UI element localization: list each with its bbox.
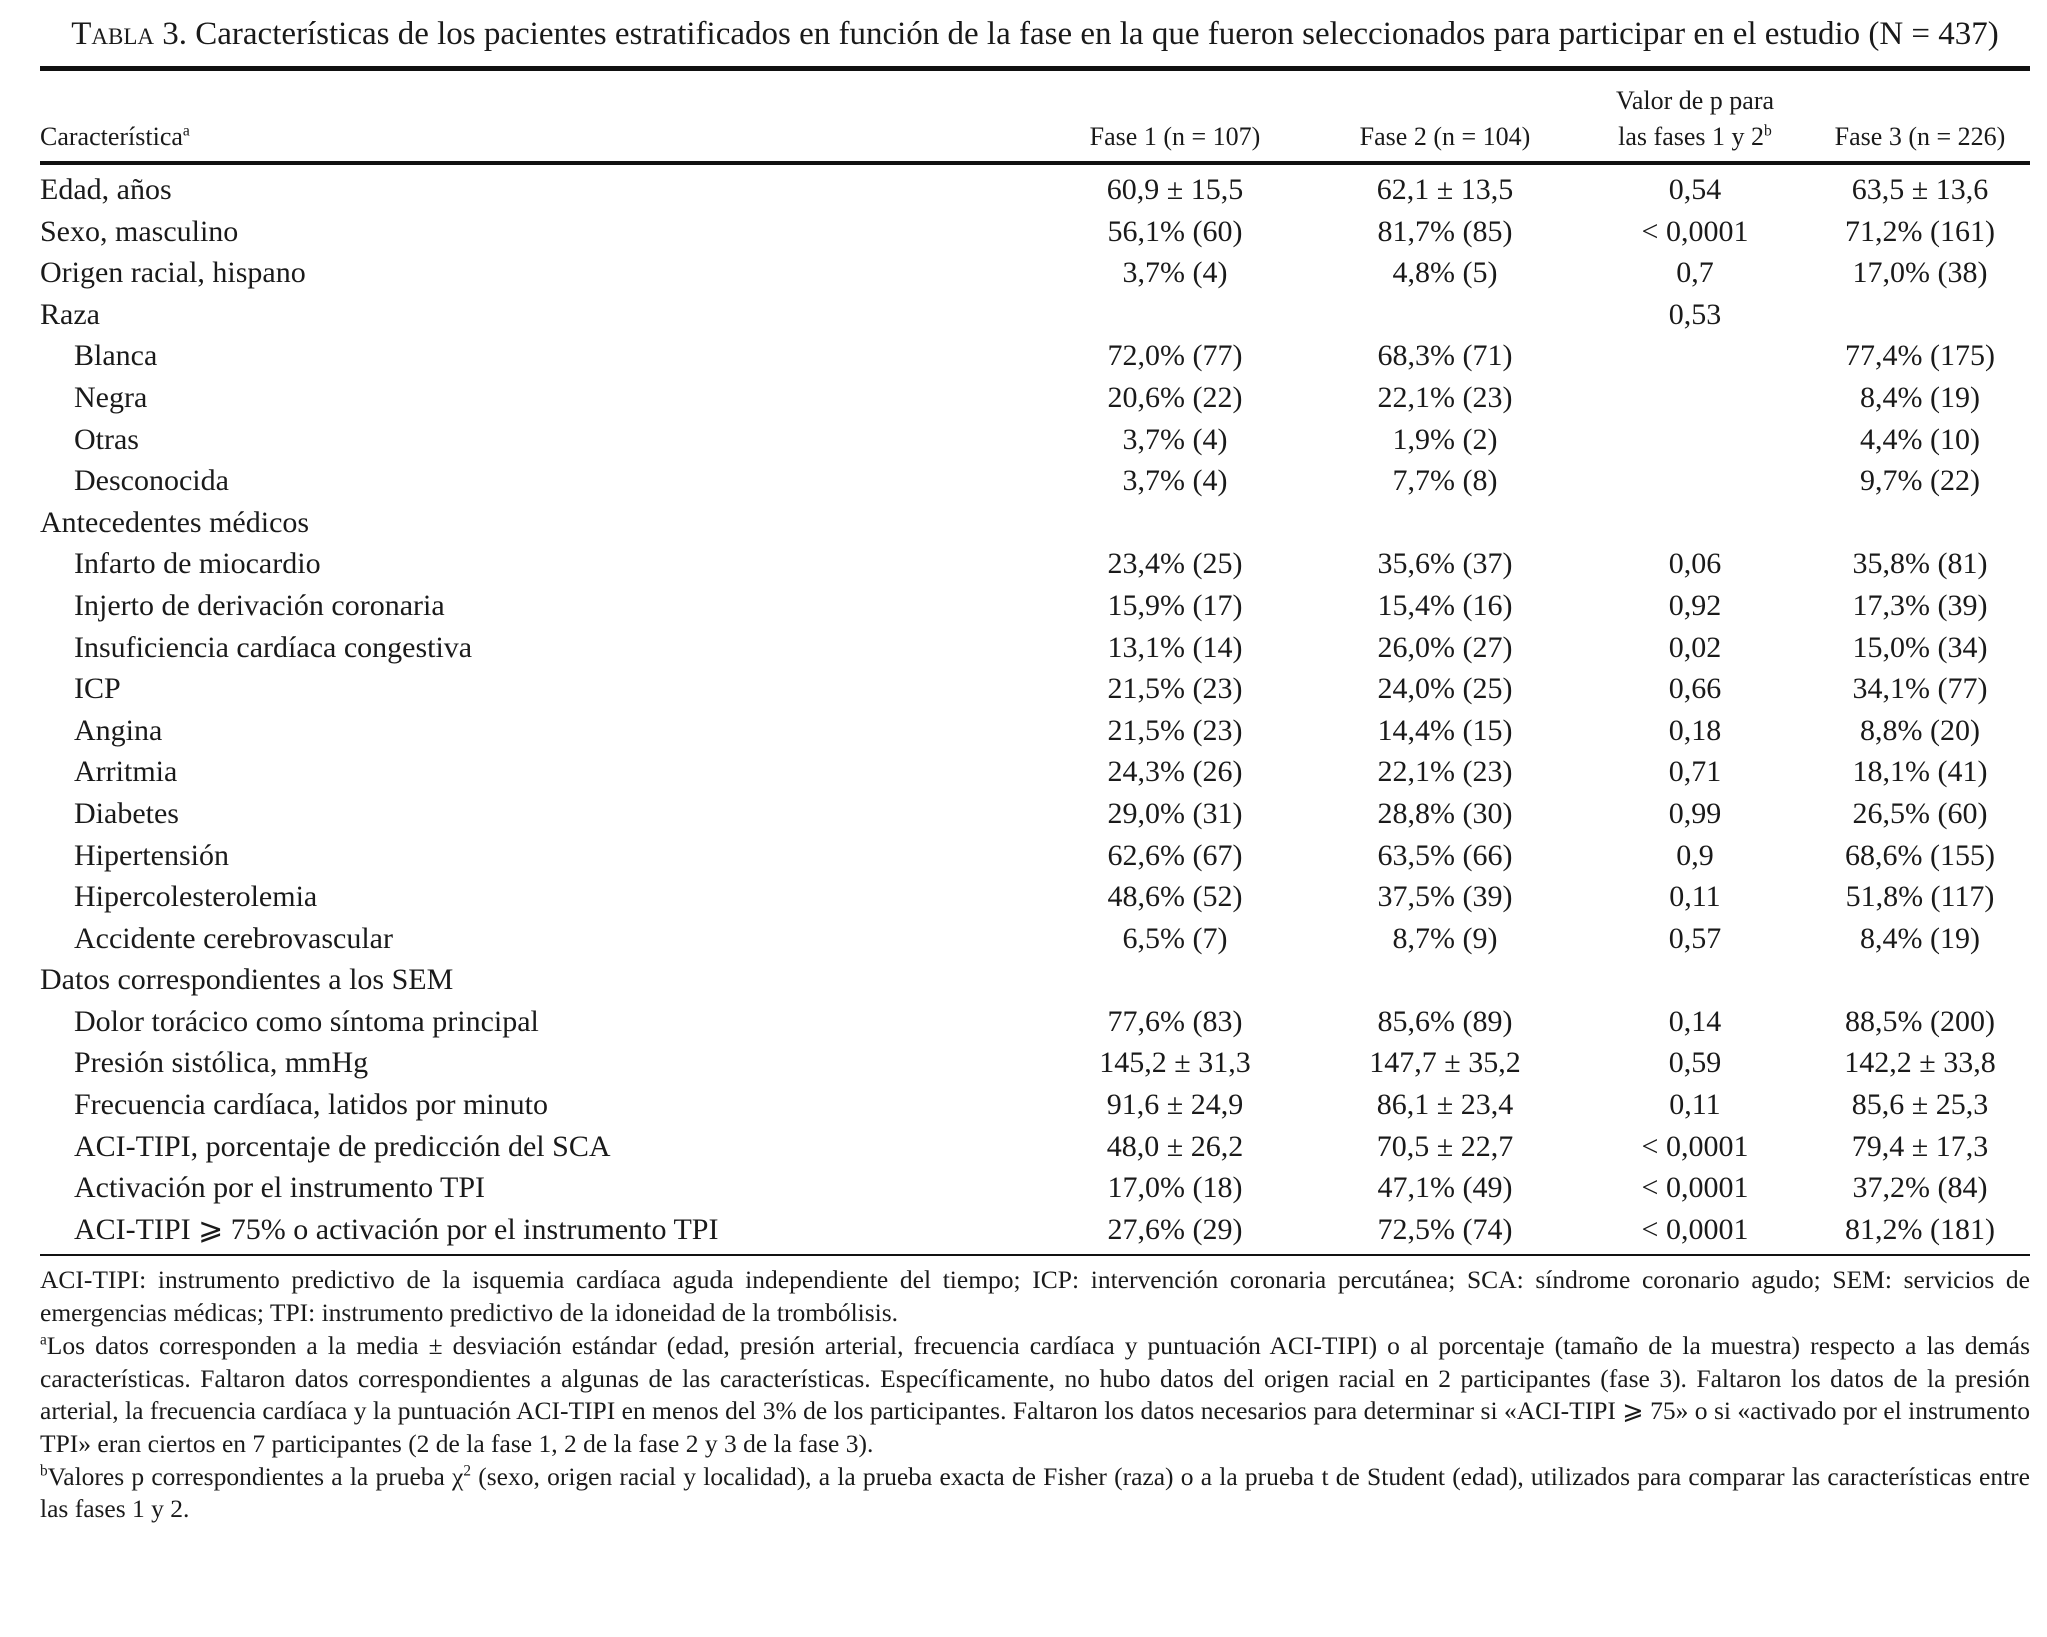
cell-phase1 <box>1040 502 1310 544</box>
table-row <box>40 460 2030 502</box>
header-phase2: Fase 2 (n = 104) <box>1359 122 1531 151</box>
cell-pvalue <box>1580 377 1810 419</box>
row-label: Diabetes <box>74 796 179 830</box>
cell-pvalue: < 0,0001 <box>1641 1212 1749 1246</box>
cell-pvalue: 0,06 <box>1668 547 1722 581</box>
cell-phase3: 81,2% (181) <box>1845 1212 1995 1246</box>
row-label: Hipercolesterolemia <box>74 880 318 914</box>
table-row <box>40 918 2030 960</box>
row-label: Sexo, masculino <box>40 214 239 248</box>
table-row <box>40 419 2030 461</box>
cell-phase3: 51,8% (117) <box>1845 880 1995 914</box>
table-row <box>40 959 2030 1001</box>
cell-phase2: 63,5% (66) <box>1377 838 1513 872</box>
table-row <box>40 1001 2030 1043</box>
row-label: Datos correspondientes a los SEM <box>40 963 454 997</box>
cell-phase2: 1,9% (2) <box>1392 422 1498 456</box>
table-row <box>40 1042 2030 1084</box>
row-label: ACI-TIPI ⩾ 75% o activación por el instrumento TPI <box>74 1212 719 1246</box>
row-label: Hipertensión <box>74 838 229 872</box>
cell-phase3: 34,1% (77) <box>1852 672 1988 706</box>
row-label: Injerto de derivación coronaria <box>74 588 445 622</box>
table-page <box>40 0 2030 1526</box>
cell-phase3: 26,5% (60) <box>1852 796 1988 830</box>
row-label: Angina <box>74 713 163 747</box>
table-row <box>40 377 2030 419</box>
note-a: $^a$Los datos corresponden a la media ± desviación estándar (edad, presión arterial, frecuencia cardíaca y puntuación ACI-TIPI) o al porcentaje (tamaño de la muestra) respecto a las demás características. Faltaron datos correspondientes a algunas de las características. Específicamente, no hubo datos del origen racial en 2 participantes (fase 3). Faltaron los datos de la presión arterial, la frecuencia cardíaca y la puntuación ACI-TIPI en menos del 3% de los participantes. Faltaron los datos necesarios para determinar si «ACI-TIPI ⩾ 75» o si «activado por el instrumento TPI» eran ciertos en 7 participantes (2 de la fase 1, 2 de la fase 2 y 3 de la fase 3). <box>40 1330 2030 1458</box>
cell-phase2: 22,1% (23) <box>1377 755 1513 789</box>
table-row <box>40 1209 2030 1251</box>
cell-phase2 <box>1310 502 1580 544</box>
cell-pvalue <box>1580 419 1810 461</box>
cell-pvalue: 0,02 <box>1668 630 1722 664</box>
cell-phase3: 17,3% (39) <box>1852 588 1988 622</box>
cell-phase1: 3,7% (4) <box>1122 464 1228 498</box>
caption-label: Tabla 3. <box>71 16 187 52</box>
row-label: Antecedentes médicos <box>40 505 310 539</box>
cell-pvalue: < 0,0001 <box>1641 1171 1749 1205</box>
cell-phase3: 85,6 ± 25,3 <box>1851 1088 1989 1122</box>
row-label: Arritmia <box>74 755 178 789</box>
cell-pvalue <box>1580 959 1810 1001</box>
cell-phase1: 23,4% (25) <box>1107 547 1243 581</box>
table-row <box>40 1167 2030 1209</box>
cell-phase3: 17,0% (38) <box>1852 256 1988 290</box>
characteristics-body <box>40 169 2030 1250</box>
cell-phase2: 72,5% (74) <box>1377 1212 1513 1246</box>
note-b: $^b$Valores p correspondientes a la prueba $\chi^2$ (sexo, origen racial y localidad), a la prueba exacta de Fisher (raza) o a la prueba t de Student (edad), utilizados para comparar las características entre las fases 1 y 2. <box>40 1461 2030 1524</box>
cell-phase3: 8,4% (19) <box>1860 380 1980 414</box>
note-abbreviations: ACI-TIPI: instrumento predictivo de la isquemia cardíaca aguda independiente del tiempo; ICP: intervención coronaria percutánea; SCA: síndrome coronario agudo; SEM: servicios de emergencias médicas; TPI: instrumento predictivo de la idoneidad de la trombólisis. <box>40 1265 2030 1328</box>
cell-phase3: 15,0% (34) <box>1852 630 1988 664</box>
row-label: Desconocida <box>74 464 229 498</box>
cell-pvalue: 0,9 <box>1676 838 1714 872</box>
cell-pvalue: 0,57 <box>1668 921 1722 955</box>
cell-pvalue: 0,11 <box>1669 1088 1721 1122</box>
cell-phase3: 9,7% (22) <box>1860 464 1980 498</box>
cell-pvalue: 0,11 <box>1669 880 1721 914</box>
cell-phase3: 4,4% (10) <box>1860 422 1980 456</box>
cell-phase2: 147,7 ± 35,2 <box>1369 1046 1521 1080</box>
row-label: Raza <box>40 297 100 331</box>
caption-text: Características de los pacientes estratificados en función de la fase en la que fueron seleccionados para participar en el estudio (N = 437) <box>195 16 1999 52</box>
characteristics-table <box>40 71 2030 161</box>
table-row <box>40 793 2030 835</box>
row-label: Activación por el instrumento TPI <box>74 1171 486 1205</box>
row-label: ICP <box>74 672 121 706</box>
cell-phase1: 3,7% (4) <box>1122 422 1228 456</box>
cell-phase2: 7,7% (8) <box>1392 464 1498 498</box>
cell-phase3 <box>1810 294 2030 336</box>
cell-phase1: 3,7% (4) <box>1122 256 1228 290</box>
row-label: Otras <box>74 422 139 456</box>
cell-pvalue: 0,18 <box>1668 713 1722 747</box>
row-label: Insuficiencia cardíaca congestiva <box>74 630 473 664</box>
cell-phase1: 17,0% (18) <box>1107 1171 1243 1205</box>
table-row <box>40 668 2030 710</box>
table-row <box>40 627 2030 669</box>
cell-phase3: 71,2% (161) <box>1845 214 1995 248</box>
header-phase1: Fase 1 (n = 107) <box>1089 122 1261 151</box>
cell-phase3: 79,4 ± 17,3 <box>1851 1129 1989 1163</box>
cell-phase1: 21,5% (23) <box>1107 672 1243 706</box>
row-label: ACI-TIPI, porcentaje de predicción del SCA <box>74 1129 611 1163</box>
cell-phase1: 48,0 ± 26,2 <box>1106 1129 1244 1163</box>
cell-phase2: 47,1% (49) <box>1377 1171 1513 1205</box>
row-label: Edad, años <box>40 173 172 206</box>
header-phase3: Fase 3 (n = 226) <box>1834 122 2006 151</box>
cell-phase3: 63,5 ± 13,6 <box>1851 173 1989 206</box>
header-characteristic: Característica$^a$ <box>40 122 190 151</box>
cell-phase2: 68,3% (71) <box>1377 339 1513 373</box>
table-row <box>40 252 2030 294</box>
bottom-rule <box>40 1254 2030 1256</box>
cell-phase2: 22,1% (23) <box>1377 380 1513 414</box>
cell-pvalue: 0,54 <box>1668 173 1722 206</box>
cell-phase3: 8,8% (20) <box>1860 713 1980 747</box>
cell-phase1: 21,5% (23) <box>1107 713 1243 747</box>
cell-phase2: 62,1 ± 13,5 <box>1376 173 1514 206</box>
cell-pvalue: 0,66 <box>1668 672 1722 706</box>
cell-phase1: 27,6% (29) <box>1107 1212 1243 1246</box>
cell-phase1: 15,9% (17) <box>1107 588 1243 622</box>
cell-phase1: 77,6% (83) <box>1107 1004 1243 1038</box>
cell-phase3 <box>1810 502 2030 544</box>
table-row <box>40 751 2030 793</box>
cell-phase3: 142,2 ± 33,8 <box>1844 1046 1996 1080</box>
table-caption <box>40 14 2030 54</box>
cell-phase1: 29,0% (31) <box>1107 796 1243 830</box>
cell-phase2: 37,5% (39) <box>1377 880 1513 914</box>
cell-phase1 <box>1040 959 1310 1001</box>
cell-phase1: 6,5% (7) <box>1122 921 1228 955</box>
cell-pvalue: 0,71 <box>1668 755 1722 789</box>
cell-phase3: 37,2% (84) <box>1852 1171 1988 1205</box>
cell-phase1: 13,1% (14) <box>1107 630 1243 664</box>
cell-phase3 <box>1810 959 2030 1001</box>
cell-phase3: 35,8% (81) <box>1852 547 1988 581</box>
cell-phase1: 24,3% (26) <box>1107 755 1243 789</box>
table-row <box>40 294 2030 336</box>
cell-pvalue <box>1580 335 1810 377</box>
cell-phase2: 86,1 ± 23,4 <box>1376 1088 1514 1122</box>
row-label: Dolor torácico como síntoma principal <box>74 1004 539 1038</box>
cell-phase1: 56,1% (60) <box>1107 214 1243 248</box>
cell-phase2: 8,7% (9) <box>1392 921 1498 955</box>
cell-pvalue <box>1580 460 1810 502</box>
row-label: Accidente cerebrovascular <box>74 921 393 955</box>
table-row <box>40 876 2030 918</box>
cell-phase2: 35,6% (37) <box>1377 547 1513 581</box>
table-row <box>40 169 2030 211</box>
cell-phase1: 91,6 ± 24,9 <box>1106 1088 1244 1122</box>
cell-phase1 <box>1040 294 1310 336</box>
cell-phase1: 72,0% (77) <box>1107 339 1243 373</box>
row-label: Infarto de miocardio <box>74 547 321 581</box>
cell-pvalue: 0,7 <box>1676 256 1714 290</box>
cell-pvalue: 0,53 <box>1668 297 1722 331</box>
cell-phase2: 70,5 ± 22,7 <box>1376 1129 1514 1163</box>
cell-phase2: 26,0% (27) <box>1377 630 1513 664</box>
cell-pvalue: 0,14 <box>1668 1004 1722 1038</box>
cell-phase1: 20,6% (22) <box>1107 380 1243 414</box>
table-row <box>40 543 2030 585</box>
cell-phase2: 85,6% (89) <box>1377 1004 1513 1038</box>
row-label: Origen racial, hispano <box>40 256 306 290</box>
table-row <box>40 835 2030 877</box>
cell-phase1: 145,2 ± 31,3 <box>1099 1046 1251 1080</box>
table-row <box>40 335 2030 377</box>
cell-phase2: 81,7% (85) <box>1377 214 1513 248</box>
cell-phase3: 68,6% (155) <box>1845 838 1995 872</box>
table-row <box>40 502 2030 544</box>
table-row <box>40 211 2030 253</box>
cell-phase3: 88,5% (200) <box>1845 1004 1995 1038</box>
cell-phase1: 62,6% (67) <box>1107 838 1243 872</box>
table-row <box>40 710 2030 752</box>
cell-phase3: 77,4% (175) <box>1845 339 1995 373</box>
cell-phase2: 15,4% (16) <box>1377 588 1513 622</box>
header-pvalue: Valor de p para las fases 1 y 2$^b$ <box>1615 86 1775 151</box>
cell-phase2: 4,8% (5) <box>1392 256 1498 290</box>
cell-phase2 <box>1310 959 1580 1001</box>
cell-phase3: 18,1% (41) <box>1852 755 1988 789</box>
cell-phase2: 28,8% (30) <box>1377 796 1513 830</box>
cell-phase1: 60,9 ± 15,5 <box>1106 173 1244 206</box>
row-label: Negra <box>74 380 148 414</box>
cell-phase2: 14,4% (15) <box>1377 713 1513 747</box>
cell-phase3: 8,4% (19) <box>1860 921 1980 955</box>
cell-phase2 <box>1310 294 1580 336</box>
cell-pvalue <box>1580 502 1810 544</box>
cell-pvalue: 0,92 <box>1668 588 1722 622</box>
table-notes <box>40 1264 2030 1526</box>
table-row <box>40 1084 2030 1126</box>
row-label: Presión sistólica, mmHg <box>74 1046 369 1080</box>
cell-pvalue: 0,59 <box>1668 1046 1722 1080</box>
row-label: Blanca <box>74 339 158 373</box>
cell-phase2: 24,0% (25) <box>1377 672 1513 706</box>
cell-phase1: 48,6% (52) <box>1107 880 1243 914</box>
cell-pvalue: < 0,0001 <box>1641 1129 1749 1163</box>
table-row <box>40 585 2030 627</box>
row-label: Frecuencia cardíaca, latidos por minuto <box>74 1088 548 1122</box>
header-row <box>40 71 2030 161</box>
cell-pvalue: < 0,0001 <box>1641 214 1749 248</box>
table-row <box>40 1126 2030 1168</box>
cell-pvalue: 0,99 <box>1668 796 1722 830</box>
